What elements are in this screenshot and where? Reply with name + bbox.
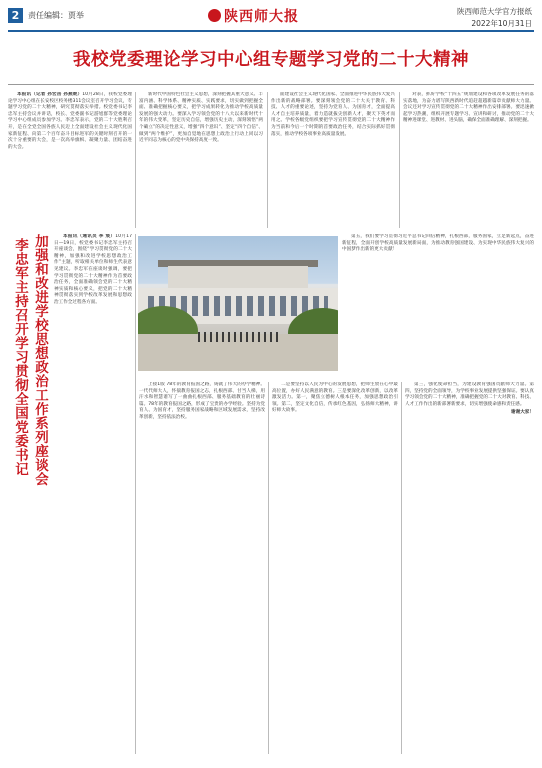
brand-logo-icon — [208, 9, 221, 22]
lead-article-col-1 — [8, 92, 132, 228]
column-divider — [268, 382, 269, 754]
column-divider — [267, 92, 268, 228]
newspaper-brand — [208, 6, 299, 26]
sub-headline-line-1: 李忠军主持召开学习贯彻全国党委书记 — [12, 238, 28, 476]
lower-article-col-c — [405, 382, 534, 754]
lower-col-c-text: 第三，强化使命担当，为建设教育强国贡献师大力量。第四，坚持党的全面领导，为学校事业发展提供坚强保证。要认真学习领会党的二十大精神，准确把握党的二十大对教育、科技、人才工作作出的新部署新要求，切实增强使命感和责任感。 — [405, 382, 534, 407]
sign-off: 谢谢大家！ — [511, 409, 534, 415]
lower-article-col-a — [139, 382, 265, 754]
lower-byline: 本报讯（通讯员 李 宸） — [63, 234, 116, 239]
campus-photo — [138, 236, 338, 371]
masthead-rule — [8, 30, 534, 32]
newspaper-page — [8, 6, 534, 760]
lower-col-d-text: 第五，我们要学习贯彻习近平总书记回信精神，扎根西部，服务国家，立足新起点，奋进新征程，全面开创学校高质量发展新局面，为推动教育强国建设、为实现中华民族伟大复兴的中国梦作出新的更大贡献！ — [342, 234, 534, 253]
issue-date: 2022年10月31日 — [471, 19, 532, 28]
lead-article-col-3 — [271, 92, 395, 228]
lower-article-left-col — [54, 234, 132, 754]
responsible-editor: 责任编辑：贾举 — [28, 11, 84, 20]
column-divider — [401, 382, 402, 754]
lead-article-col-4 — [403, 92, 534, 228]
lead-article-col-2 — [139, 92, 263, 228]
lower-left-text: 10月17日—19日，校党委书记李忠军主持召开座谈会，围绕“学习贯彻党的二十大精神，加强和改进学校思想政治工作”主题，听取相关单位和师生代表意见建议。李忠军在座谈时强调，要把学习贯彻党的二十大精神作为首要政治任务，全面准确领会党的二十大精神实质和核心要义，把党的二十大精神贯彻落实到学校改革发展和思想政治工作全过程各方面。 — [54, 234, 132, 305]
lead-col-3-text: 面建设社会主义现代化国家、全面推进中华民族伟大复兴作出新的战略部署。要深刻领会党的二十大关于教育、科技、人才的重要论述，坚持为党育人、为国育才，全面提高人才自主培养质量，着力造就拔尖创新人才，聚天下英才而用之。学校各级党组织要把学习宣传贯彻党的二十大精神作为当前和今后一个时期的首要政治任务，结合实际抓好贯彻落实，推动学校各项事业高质量发展。 — [271, 92, 395, 137]
lower-article-col-b — [272, 382, 398, 754]
headline-divider — [8, 84, 534, 85]
lead-byline: 本报讯（记者 孙宏岳 孙燕妮） — [17, 92, 83, 97]
sub-headline-line-2: 加强和改进学校思想政治工作系列座谈会 — [32, 234, 48, 486]
lower-col-b-text: 二是要坚持以人民为中心的发展思想，把师生放在心中最高位置，办好人民满意的教育。三是要深化改革创新，以改革激发活力。第一，聚焦立德树人根本任务，加强思想政治引领。第二，坚定文化自信，传承红色基因，弘扬师大精神，讲好师大故事。 — [272, 382, 398, 414]
page-number: 2 — [8, 8, 23, 23]
paper-name: 陕西师范大学官方报纸 — [457, 7, 532, 16]
lower-article-top-right — [342, 234, 534, 374]
page-headline: 我校党委理论学习中心组专题学习党的二十大精神 — [73, 50, 469, 70]
lead-col-4-text: 对表，抓好学校“十四五”规划建设和各项改革发展任务的落实落地，为奋力谱写陕西新时代追赶超越新篇章贡献师大力量。会议还对学习宣传贯彻党的二十大精神作出安排部署。要迅速掀起学习热潮，组织开展专题学习、宣讲和研讨，推动党的二十大精神进课堂、进教材、进头脑，确保全面准确理解、深刻把握。 — [403, 92, 534, 124]
masthead — [8, 6, 534, 33]
brand-text: 陕西师大报 — [224, 9, 299, 25]
lower-col-a-text: 上接1版 78年的教育报国之路，铸就了伟大的办学精神。一代代师大人，怀揣教育报国之志，扎根西部、甘当人梯，用汗水和智慧谱写了一曲曲扎根西部、服务基础教育的壮丽诗篇。78年的教育报国之路，形成了宝贵的办学经验。坚持为党育人、为国育才，坚持服务国家战略和区域发展需求，坚持改革创新，坚持依法治校。 — [139, 382, 265, 420]
lead-col-1-text: 10月28日，我校党委理论学习中心组在长安校区校务楼311会议室召开学习会议，专题学习党的二十大精神，研究贯彻落实举措。校党委书记李忠军主持会议并讲话，校长、党委副书记游旭群等党委理论学习中心组成员参加学习。李忠军表示，党的二十大胜利召开，是在全党全国各族人民迈上全面建设社会主义现代化国家新征程、向第二个百年奋斗目标进军的关键时刻召开的一次十分重要的大会，是一次高举旗帜、凝聚力量、团结奋进的大会。 — [8, 92, 132, 150]
lead-col-2-text: 新时代中国特色社会主义思想，深刻把握其重大意义、丰富内涵、科学体系、精神实质、实践要求，切实做到把握全面、准确把握核心要义，把学习成果转化为推动学校高质量发展的强大动力。要深入学习领会党的十八大以来新时代十年的伟大变革，坚定历史自信，增强历史主动，深刻领悟“两个确立”的决定性意义，增强“四个意识”、坚定“四个自信”、做到“两个维护”，更加自觉地在思想上政治上行动上同以习近平同志为核心的党中央保持高度一致。 — [139, 92, 263, 144]
column-divider — [399, 92, 400, 228]
column-divider — [135, 92, 136, 228]
column-divider — [135, 234, 136, 754]
